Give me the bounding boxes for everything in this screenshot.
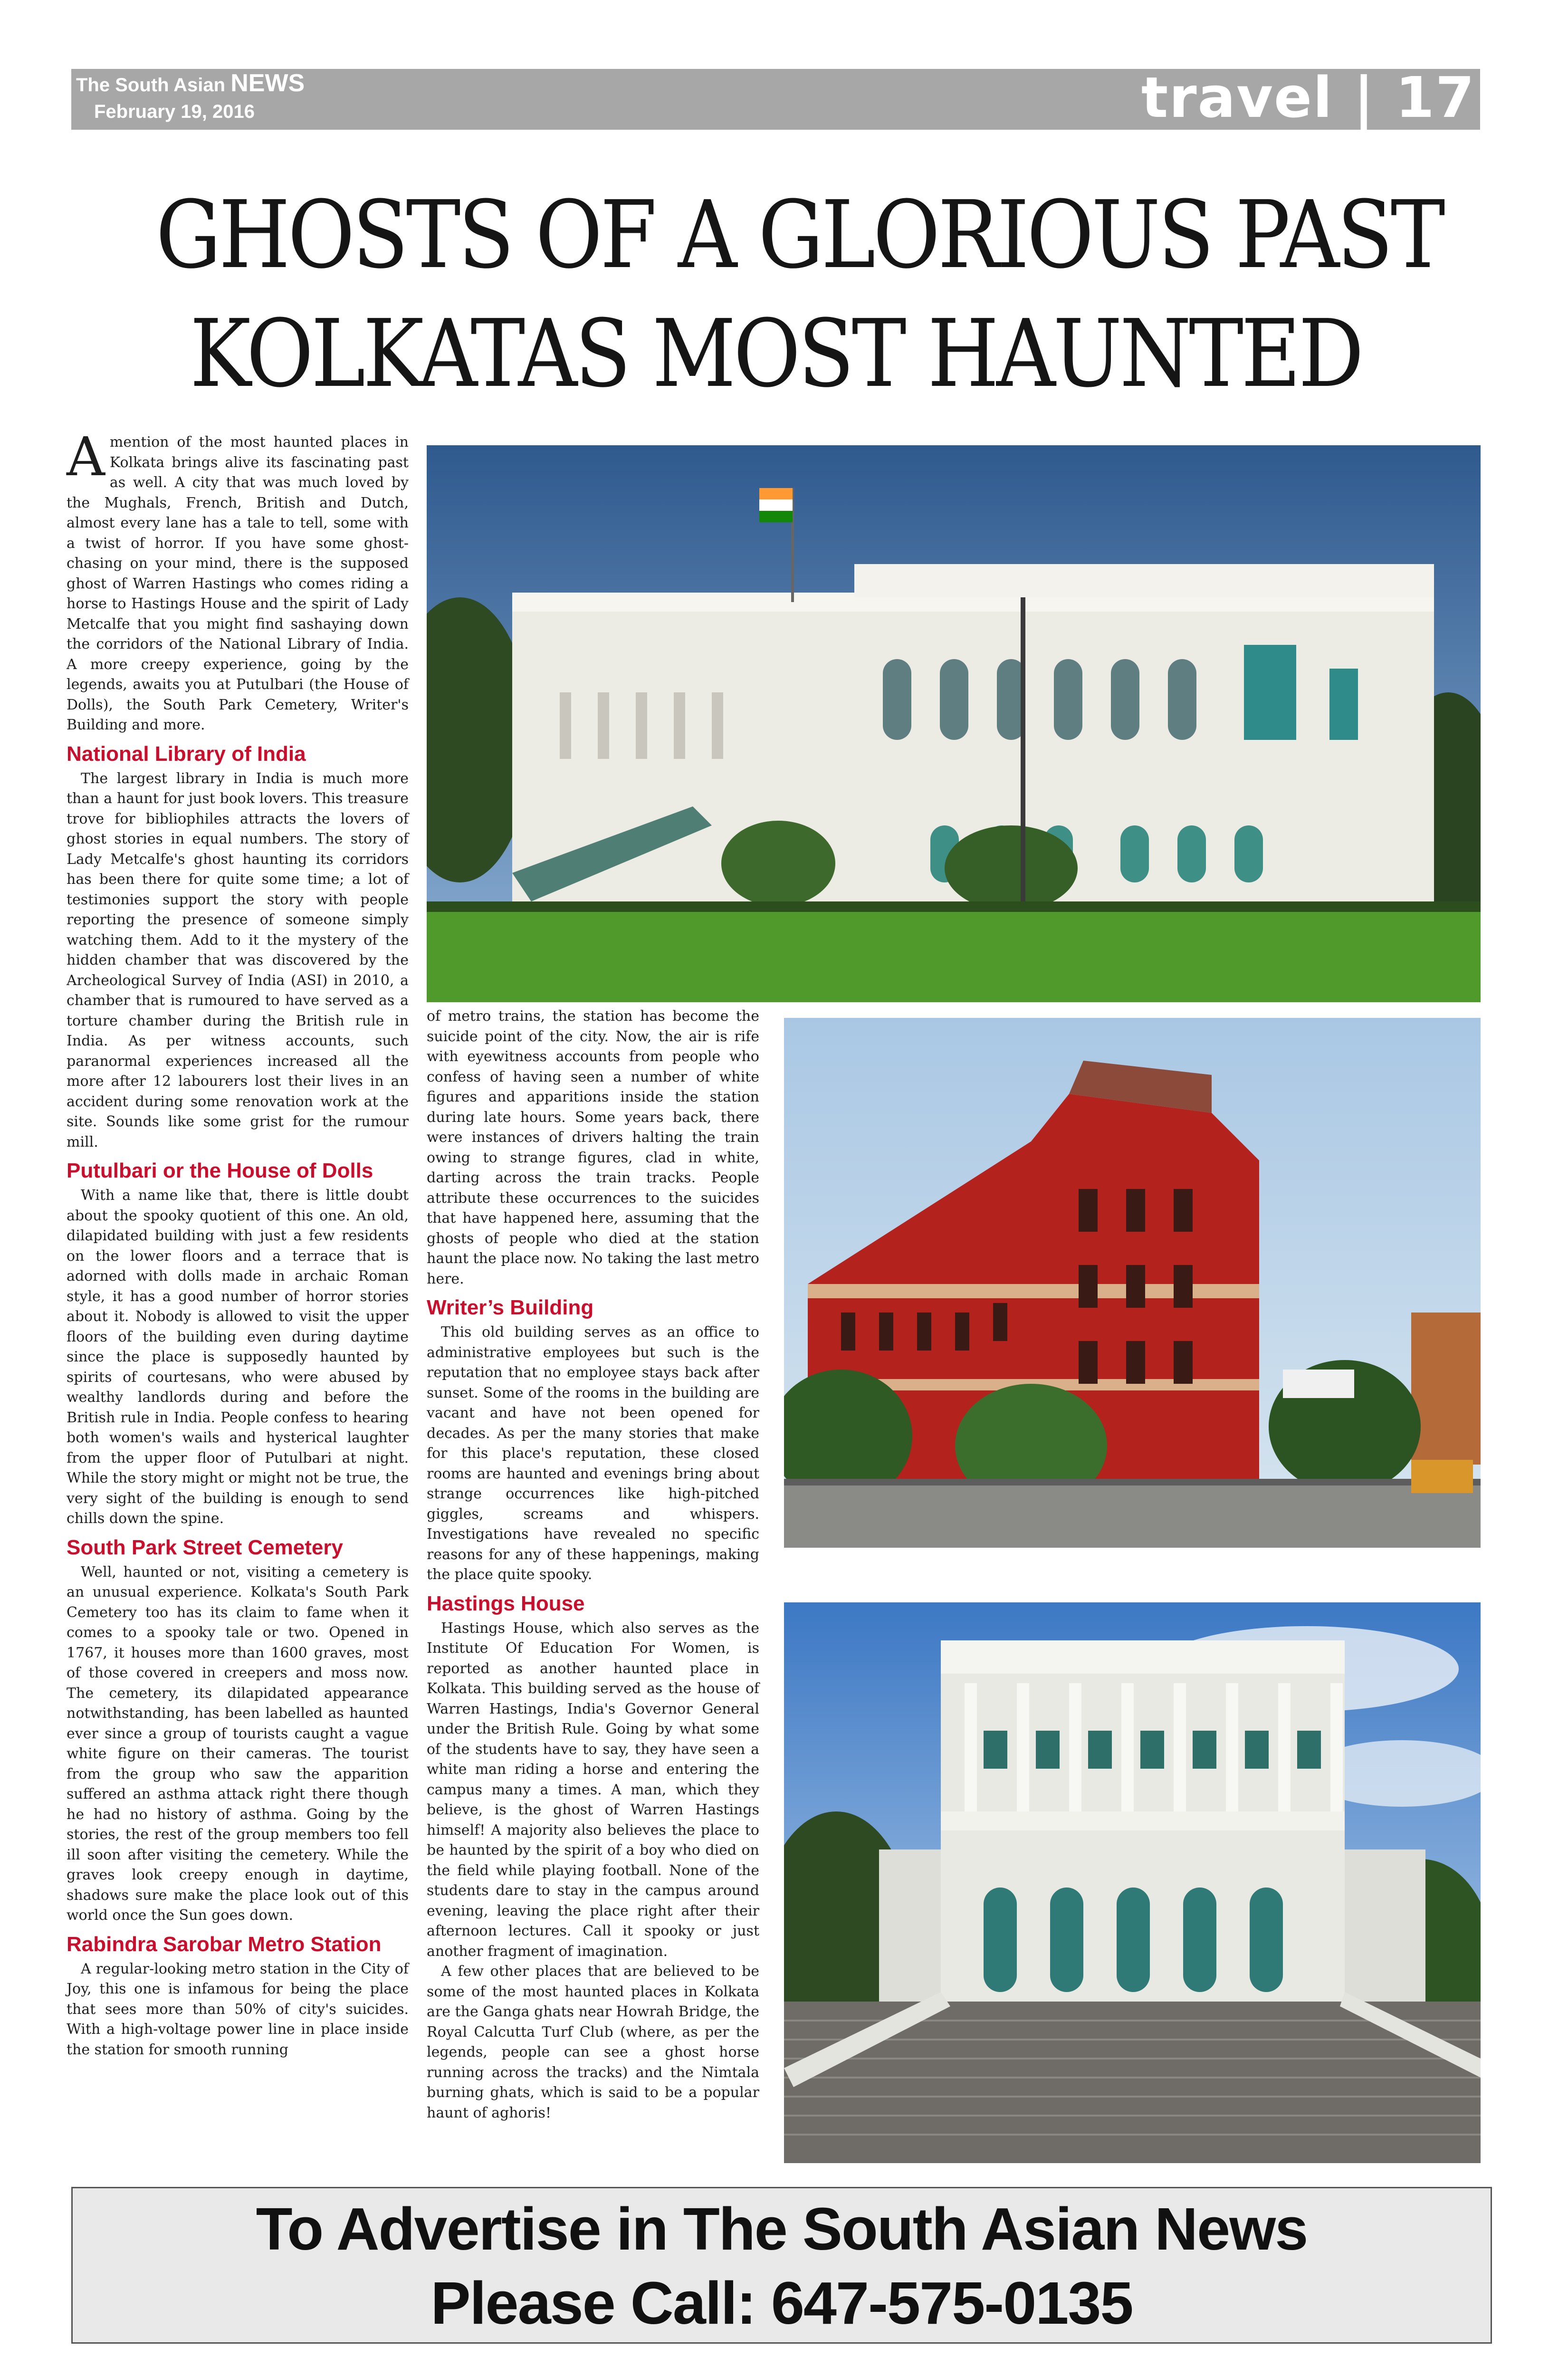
article-column-2 bbox=[427, 1006, 759, 2123]
issue-date: February 19, 2016 bbox=[94, 101, 255, 122]
drop-cap: A bbox=[67, 426, 105, 488]
national-library-photo bbox=[427, 445, 1481, 1002]
writers-building-photo bbox=[784, 1018, 1481, 1548]
article-column-1 bbox=[67, 426, 409, 2060]
section-text-national-library: The largest library in India is much more than a haunt for just book lovers. This treasure trove for bibliophiles attracts the lovers of ghost stories in equal numbers. The story of Lady Metcalfe's ghost haunting its corridors has been there for quite some time; a lot of testimonies support the story with people reporting the presence of someone simply watching them. Add to it the mystery of the hidden chamber that was discovered by the Archeological Survey of India (ASI) in 2010, a chamber that is rumoured to have served as a torture chamber during the British rule in India. As per witness accounts, such paranormal experiences increased all the more after 12 labourers lost their lives in an accident during some renovation work at the site. Sounds like some grist for the rumour mill. bbox=[67, 770, 409, 1150]
ad-phone-line: Please Call: 647-575-0135 bbox=[430, 2270, 1133, 2337]
section-text-other-places: A few other places that are believed to be some of the most haunted places in Kolkata are the Ganga ghats near Howrah Bridge, the Royal Calcutta Turf Club (where, as per the legends, people can see a ghost horse running across the tracks) and the Nimtala burning ghats, which is said to be a popular haunt of aghoris! bbox=[427, 1963, 759, 2121]
section-text-putulbari: With a name like that, there is little doubt about the spooky quotient of this one. An old, dilapidated building with just a few residents on the lower floors and a terrace that is adorned with dolls made in archaic Roman style, it has a good number of horror stories about it. Nobody is allowed to visit the upper floors of the building even during daytime since the place is supposedly haunted by spirits of courtesans, who were abused by wealthy landlords during and before the British rule in India. People confess to hearing both women's wails and hysterical laughter from the upper floor of Putulbari at night. While the story might or might not be true, the very sight of the building is enough to send chills down the spine. bbox=[67, 1187, 409, 1527]
publication-name bbox=[76, 69, 305, 97]
hastings-house-photo bbox=[784, 1602, 1481, 2163]
publication-suffix: NEWS bbox=[230, 69, 305, 97]
advertisement-box bbox=[71, 2187, 1492, 2344]
headline-line-2: KOLKATAS MOST HAUNTED bbox=[190, 300, 1362, 408]
headline-line-1: GHOSTS OF A GLORIOUS PAST bbox=[155, 181, 1443, 289]
section-text-rabindra-sarobar-continued: of metro trains, the station has become the suicide point of the city. Now, the air is rife with eyewitness accounts from people who confess of having seen a number of white figures and apparitions inside the station during late hours. Some years back, there were instances of drivers halting the train owing to strange figures, clad in white, darting across the train tracks. People attribute these occurrences to the suicides that have happened here, assuming that the ghosts of people who died at the station haunt the place now. No taking the last metro here. bbox=[427, 1008, 759, 1287]
section-heading-rabindra-sarobar: Rabindra Sarobar Metro Station bbox=[67, 1932, 382, 1956]
section-heading-putulbari: Putulbari or the House of Dolls bbox=[67, 1159, 373, 1182]
section-text-rabindra-sarobar: A regular-looking metro station in the City of Joy, this one is infamous for being the place that sees more than 50% of city's suicides. With a high-voltage power line in place inside the station for smooth running bbox=[67, 1960, 409, 2058]
section-page-label: travel | 17 bbox=[1141, 65, 1475, 130]
ad-line-1: To Advertise in The South Asian News bbox=[256, 2195, 1308, 2262]
intro-paragraph bbox=[67, 426, 409, 736]
section-text-south-park-cemetery: Well, haunted or not, visiting a cemetery is an unusual experience. Kolkata's South Park Cemetery too has its claim to fame when it comes to a spooky tale or two. Opened in 1767, it houses more than 1600 graves, most of those covered in creepers and moss now. The cemetery, its dilapidated appearance notwithstanding, has been labelled as haunted ever since a group of tourists caught a vague white figure on their cameras. The tourist from the group who saw the apparition suffered an asthma attack right there though he had no history of asthma. Going by the stories, the rest of the group members too fell ill soon after visiting the cemetery. While the graves look creepy enough in daytime, shadows sure make the place look out of this world once the Sun goes down. bbox=[67, 1563, 409, 1924]
section-text-hastings-house: Hastings House, which also serves as the Institute Of Education For Women, is reported as another haunted place in Kolkata. This building served as the house of Warren Hastings, India's Governor General under the British Rule. Going by what some of the students have to say, they have seen a white man riding a horse and entering the campus many a times. A man, which they believe, is the ghost of Warren Hastings himself! A majority also believes the place to be haunted by the spirit of a boy who died on the field while playing football. None of the students dare to stay in the campus around evening, leaving the place right after their afternoon lectures. Call it spooky or just another fragment of imagination. bbox=[427, 1619, 759, 1960]
publication-prefix: The South Asian bbox=[76, 75, 231, 96]
section-heading-national-library: National Library of India bbox=[67, 742, 306, 766]
section-text-writers-building: This old building serves as an office to administrative employees but such is the reputation that no employee stays back after sunset. Some of the rooms in the building are vacant and have not been opened for decades. As per the many stories that make for this place's reputation, these closed rooms are haunted and evenings bring about strange occurrences like high-pitched giggles, screams and whispers. Investigations have revealed no specific reasons for any of these happenings, making the place quite spooky. bbox=[427, 1324, 759, 1583]
section-heading-south-park-cemetery: South Park Street Cemetery bbox=[67, 1535, 343, 1559]
intro-text: mention of the most haunted places in Kolkata brings alive its fascinating past as well. A city that was much loved by the Mughals, French, British and Dutch, almost every lane has a tale to tell, some with a twist of horror. If you have some ghost-chasing on your mind, there is the supposed ghost of Warren Hastings who comes riding a horse to Hastings House and the spirit of Lady Metcalfe that you might find sashaying down the corridors of the National Library of India. A more creepy experience, going by the legends, awaits you at Putulbari (the House of Dolls), the South Park Cemetery, Writer's Building and more. bbox=[67, 434, 409, 733]
section-heading-writers-building: Writer’s Building bbox=[427, 1296, 594, 1319]
section-heading-hastings-house: Hastings House bbox=[427, 1591, 585, 1615]
